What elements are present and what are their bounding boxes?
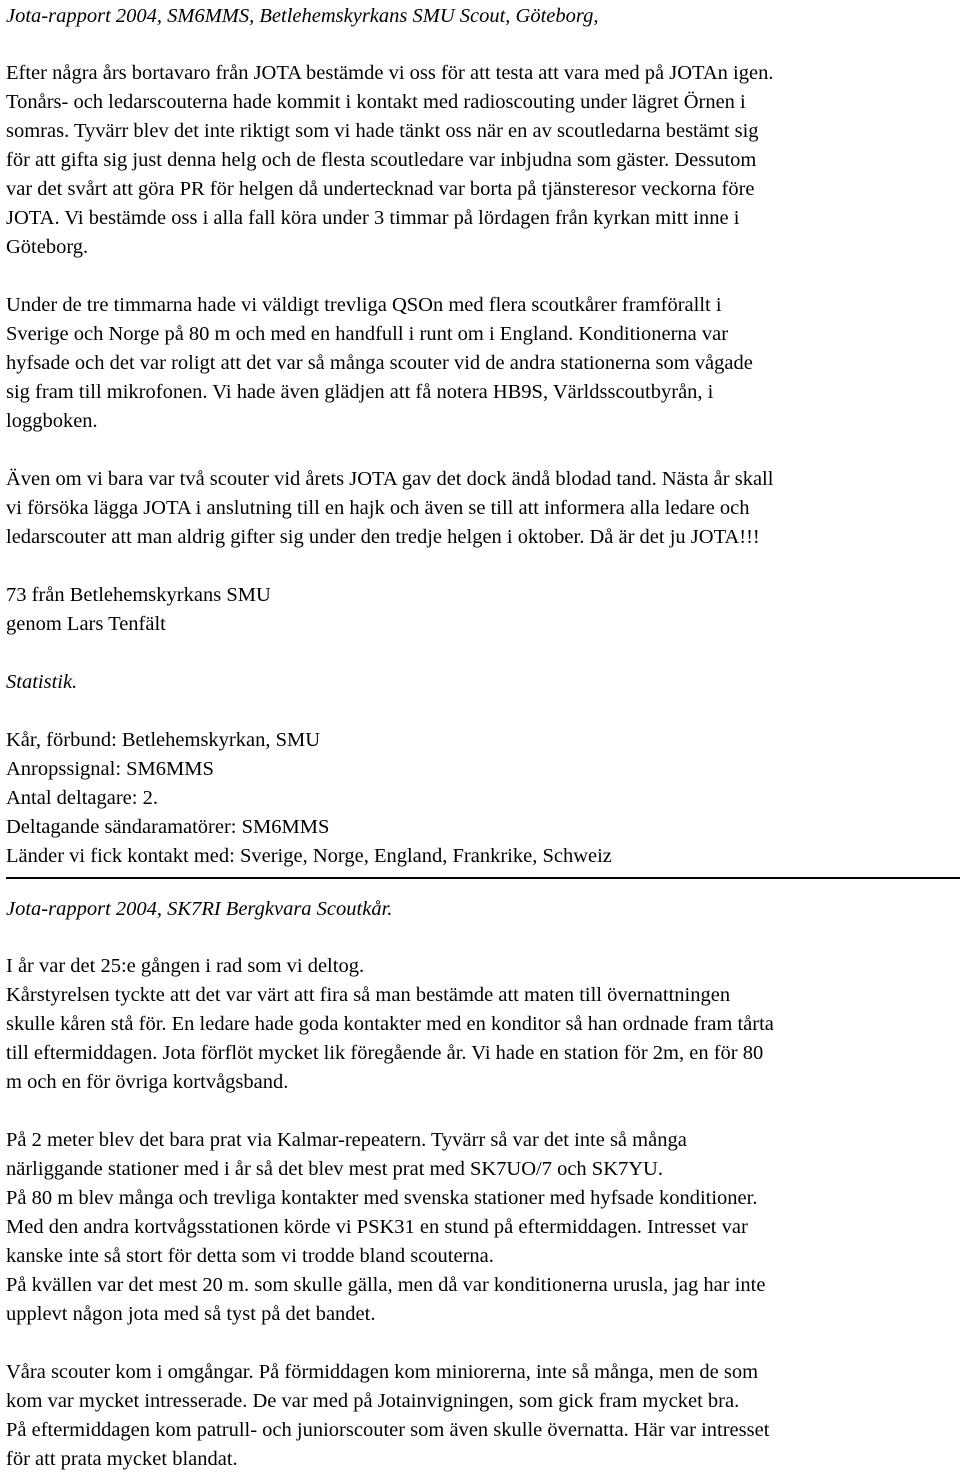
stats-heading: Statistik. [6, 671, 78, 693]
text-line: Även om vi bara var två scouter vid årets JOTA gav det dock ändå blodad tand. Nästa år skall [6, 468, 774, 490]
stats-line: Länder vi fick kontakt med: Sverige, Norge, England, Frankrike, Schweiz [6, 845, 612, 867]
text-line: upplevt någon jota med så tyst på det bandet. [6, 1303, 376, 1325]
text-line: På kvällen var det mest 20 m. som skulle gälla, men då var konditionerna urusla, jag har inte [6, 1274, 766, 1296]
text-line: Sverige och Norge på 80 m och med en handfull i runt om i England. Konditionerna var [6, 323, 729, 345]
text-line: genom Lars Tenfält [6, 613, 166, 635]
section-divider [6, 877, 960, 879]
text-line: Tonårs- och ledarscouterna hade kommit i kontakt med radioscouting under lägret Örnen i [6, 91, 746, 113]
text-line: vi försöka lägga JOTA i anslutning till en hajk och även se till att informera alla ledare och [6, 497, 750, 519]
report-sm6mms [6, 2, 960, 871]
text-line: hyfsade och det var roligt att det var så många scouter vid de andra stationerna som vågade [6, 352, 753, 374]
paragraph [6, 1126, 960, 1329]
text-line: var det svårt att göra PR för helgen då undertecknad var borta på tjänsteresor veckorna före [6, 178, 755, 200]
text-line: till eftermiddagen. Jota förflöt mycket lik föregående år. Vi hade en station för 2m, en för 80 [6, 1042, 764, 1064]
text-line: för att gifta sig just denna helg och de flesta scoutledare var inbjudna som gäster. Dessutom [6, 149, 757, 171]
signature-block [6, 581, 960, 639]
text-line: Kårstyrelsen tyckte att det var värt att fira så man bestämde att maten till övernattningen [6, 984, 731, 1006]
text-line: m och en för övriga kortvågsband. [6, 1071, 289, 1093]
text-line: somras. Tyvärr blev det inte riktigt som vi hade tänkt oss när en av scoutledarna bestämt sig [6, 120, 759, 142]
text-line: Med den andra kortvågsstationen körde vi PSK31 en stund på eftermiddagen. Intresset var [6, 1216, 748, 1238]
text-line: Efter några års bortavaro från JOTA bestämde vi oss för att testa att vara med på JOTAn igen. [6, 62, 774, 84]
text-line: Göteborg. [6, 236, 89, 258]
report-title: Jota-rapport 2004, SM6MMS, Betlehemskyrkans SMU Scout, Göteborg, [6, 5, 599, 27]
paragraph [6, 291, 960, 436]
text-line: Under de tre timmarna hade vi väldigt trevliga QSOn med flera scoutkårer framförallt i [6, 294, 722, 316]
text-line: närliggande stationer med i år så det blev mest prat med SK7UO/7 och SK7YU. [6, 1158, 663, 1180]
text-line: loggboken. [6, 410, 98, 432]
stats-line: Deltagande sändaramatörer: SM6MMS [6, 816, 330, 838]
stats-line: Antal deltagare: 2. [6, 787, 158, 809]
text-line: På 80 m blev många och trevliga kontakter med svenska stationer med hyfsade konditioner. [6, 1187, 758, 1209]
report-sk7ri [6, 895, 960, 1474]
text-line: ledarscouter att man aldrig gifter sig under den tredje helgen i oktober. Då är det ju JOTA!!! [6, 526, 760, 548]
text-line: 73 från Betlehemskyrkans SMU [6, 584, 271, 606]
stats-list [6, 726, 960, 871]
text-line: Våra scouter kom i omgångar. På förmiddagen kom miniorerna, inte så många, men de som [6, 1361, 759, 1383]
text-line: JOTA. Vi bestämde oss i alla fall köra under 3 timmar på lördagen från kyrkan mitt inne i [6, 207, 740, 229]
text-line: sig fram till mikrofonen. Vi hade även glädjen att få notera HB9S, Världsscoutbyrån, i [6, 381, 714, 403]
text-line: På 2 meter blev det bara prat via Kalmar-repeatern. Tyvärr så var det inte så många [6, 1129, 687, 1151]
paragraph [6, 1358, 960, 1474]
report-title: Jota-rapport 2004, SK7RI Bergkvara Scoutkår. [6, 898, 393, 920]
text-line: I år var det 25:e gången i rad som vi deltog. [6, 955, 365, 977]
paragraph [6, 952, 960, 1097]
text-line: skulle kåren stå för. En ledare hade goda kontakter med en konditor så han ordnade fram tårta [6, 1013, 774, 1035]
paragraph [6, 59, 960, 262]
text-line: kom var mycket intresserade. De var med på Jotainvigningen, som gick fram mycket bra. [6, 1390, 740, 1412]
paragraph [6, 465, 960, 552]
text-line: kanske inte så stort för detta som vi trodde bland scouterna. [6, 1245, 494, 1267]
stats-line: Anropssignal: SM6MMS [6, 758, 214, 780]
text-line: för att prata mycket blandat. [6, 1448, 238, 1470]
text-line: På eftermiddagen kom patrull- och juniorscouter som även skulle övernatta. Här var intresset [6, 1419, 770, 1441]
stats-line: Kår, förbund: Betlehemskyrkan, SMU [6, 729, 321, 751]
